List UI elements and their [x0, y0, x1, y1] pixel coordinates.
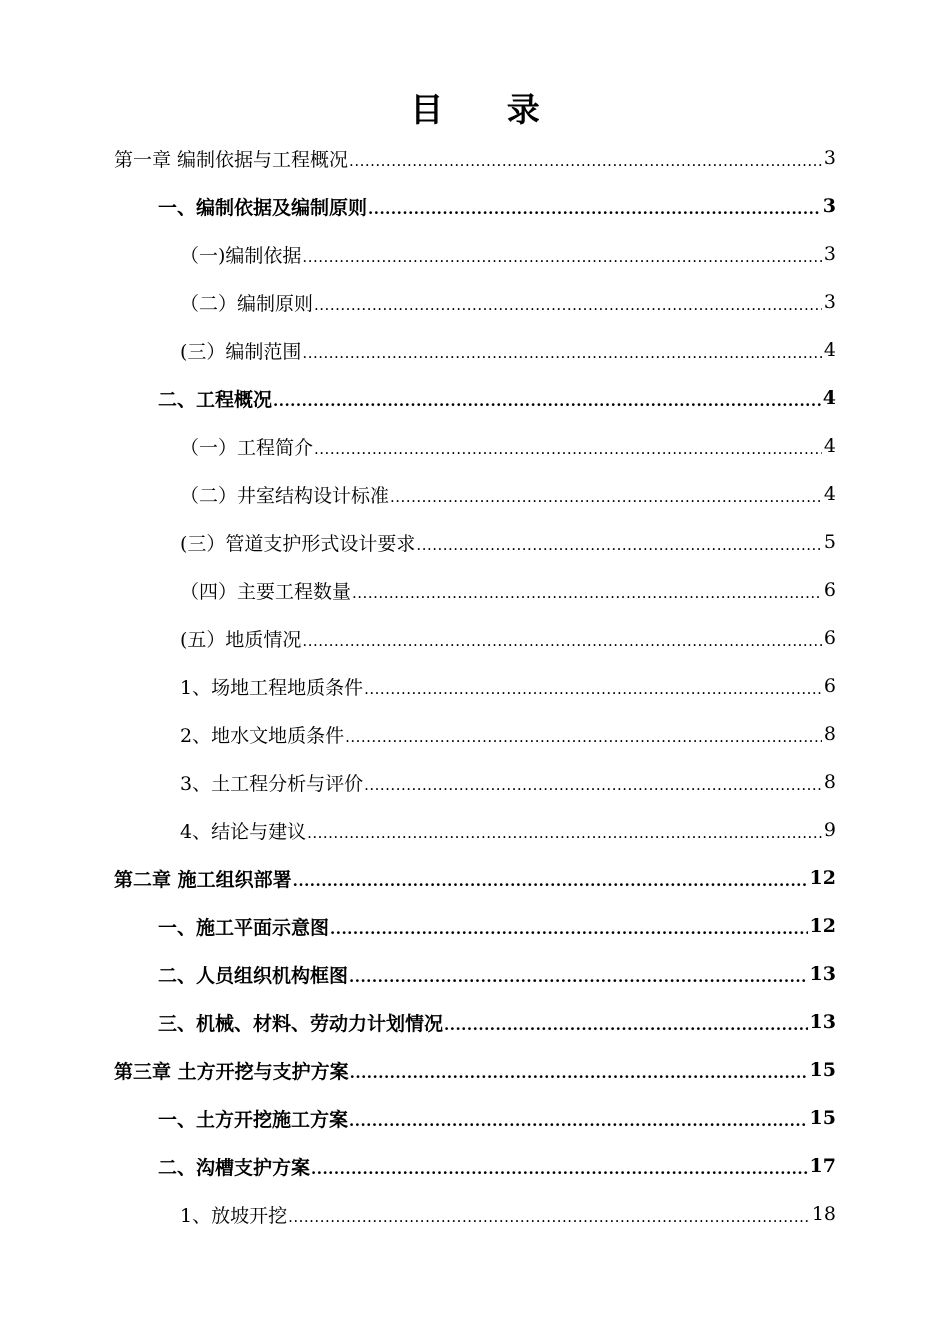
toc-entry-page-number: 8: [823, 723, 836, 745]
toc-entry-title: 二、人员组织机构框图: [158, 964, 349, 987]
toc-entry-page-number: 9: [823, 819, 836, 841]
toc-entry[interactable]: [0, 806, 950, 854]
dot-leader: [352, 584, 822, 614]
toc-entry-page-number: 6: [823, 675, 836, 697]
dot-leader: [444, 1016, 808, 1046]
toc-entry[interactable]: [0, 902, 950, 950]
toc-entry-title: (三）编制范围: [180, 340, 302, 363]
dot-leader: [314, 440, 822, 470]
toc-entry[interactable]: [0, 182, 950, 230]
toc-entry[interactable]: [0, 278, 950, 326]
toc-entry[interactable]: [0, 1094, 950, 1142]
dot-leader: [368, 200, 821, 230]
toc-entry[interactable]: [0, 854, 950, 902]
toc-entry[interactable]: [0, 950, 950, 998]
dot-leader: [330, 920, 808, 950]
dot-leader: [390, 488, 822, 518]
toc-entry-title: 2、地水文地质条件: [180, 724, 345, 747]
toc-entry-title: (五）地质情况: [180, 628, 302, 651]
toc-entry[interactable]: [0, 998, 950, 1046]
toc-entry-page-number: 6: [823, 627, 836, 649]
toc-entry-title: 一、编制依据及编制原则: [158, 196, 368, 219]
toc-entry[interactable]: [0, 1190, 950, 1238]
dot-leader: [349, 968, 808, 998]
toc-entry-page-number: 15: [809, 1107, 836, 1129]
dot-leader: [416, 536, 821, 566]
toc-entry-page-number: 3: [823, 243, 836, 265]
toc-entry[interactable]: [0, 614, 950, 662]
toc-entry[interactable]: [0, 710, 950, 758]
toc-entry[interactable]: [0, 470, 950, 518]
toc-entry-page-number: 3: [823, 291, 836, 313]
toc-entry-title: 第三章 土方开挖与支护方案: [114, 1060, 349, 1083]
toc-entry-page-number: 4: [823, 339, 836, 361]
toc-entry[interactable]: [0, 422, 950, 470]
toc-entry[interactable]: [0, 230, 950, 278]
dot-leader: [314, 296, 822, 326]
toc-entry-title: （四）主要工程数量: [180, 580, 352, 603]
toc-entry-title: 一、施工平面示意图: [158, 916, 330, 939]
toc-entry-page-number: 3: [823, 147, 836, 169]
toc-entry-page-number: 4: [823, 483, 836, 505]
toc-entry-title: 一、土方开挖施工方案: [158, 1108, 349, 1131]
toc-entry-page-number: 15: [809, 1059, 836, 1081]
toc-entry[interactable]: [0, 566, 950, 614]
toc-entry[interactable]: [0, 758, 950, 806]
dot-leader: [302, 344, 821, 374]
dot-leader: [364, 680, 822, 710]
toc-entry-title: 第二章 施工组织部署: [114, 868, 292, 891]
dot-leader: [311, 1160, 808, 1190]
toc-entry-page-number: 8: [823, 771, 836, 793]
dot-leader: [349, 1112, 808, 1142]
toc-entry-title: （二）编制原则: [180, 292, 314, 315]
toc-entry-title: 三、机械、材料、劳动力计划情况: [158, 1012, 444, 1035]
toc-entry[interactable]: [0, 518, 950, 566]
toc-entry-page-number: 4: [822, 387, 836, 409]
toc-entry-title: 3、土工程分析与评价: [180, 772, 364, 795]
table-of-contents: [0, 134, 950, 1238]
toc-entry[interactable]: [0, 1046, 950, 1094]
toc-entry-page-number: 6: [823, 579, 836, 601]
toc-entry-page-number: 5: [823, 531, 836, 553]
toc-entry-title: 1、放坡开挖: [180, 1204, 288, 1227]
toc-entry[interactable]: [0, 134, 950, 182]
toc-entry-title: 第一章 编制依据与工程概况: [114, 148, 349, 171]
toc-entry-title: （一）工程简介: [180, 436, 314, 459]
toc-entry[interactable]: [0, 374, 950, 422]
toc-entry-title: 二、工程概况: [158, 388, 273, 411]
dot-leader: [273, 392, 821, 422]
toc-entry[interactable]: [0, 1142, 950, 1190]
toc-entry-page-number: 13: [809, 1011, 836, 1033]
toc-entry-page-number: 4: [823, 435, 836, 457]
page-title: 目 录: [410, 90, 566, 129]
dot-leader: [288, 1208, 810, 1238]
dot-leader: [293, 872, 808, 902]
dot-leader: [364, 776, 822, 806]
dot-leader: [345, 728, 822, 758]
dot-leader: [302, 248, 821, 278]
dot-leader: [307, 824, 822, 854]
toc-entry-page-number: 17: [809, 1155, 836, 1177]
toc-entry-title: （二）井室结构设计标准: [180, 484, 390, 507]
dot-leader: [350, 1064, 808, 1094]
toc-entry-page-number: 12: [809, 867, 836, 889]
toc-entry-page-number: 18: [811, 1203, 836, 1225]
toc-entry[interactable]: [0, 662, 950, 710]
toc-entry-title: 二、沟槽支护方案: [158, 1156, 311, 1179]
toc-entry-page-number: 13: [809, 963, 836, 985]
dot-leader: [302, 632, 821, 662]
toc-entry-title: 1、场地工程地质条件: [180, 676, 364, 699]
toc-entry-page-number: 3: [822, 195, 836, 217]
toc-entry[interactable]: [0, 326, 950, 374]
toc-entry-title: 4、结论与建议: [180, 820, 307, 843]
dot-leader: [349, 152, 822, 182]
toc-entry-page-number: 12: [809, 915, 836, 937]
toc-entry-title: （一)编制依据: [180, 244, 302, 267]
toc-entry-title: (三）管道支护形式设计要求: [180, 532, 416, 555]
